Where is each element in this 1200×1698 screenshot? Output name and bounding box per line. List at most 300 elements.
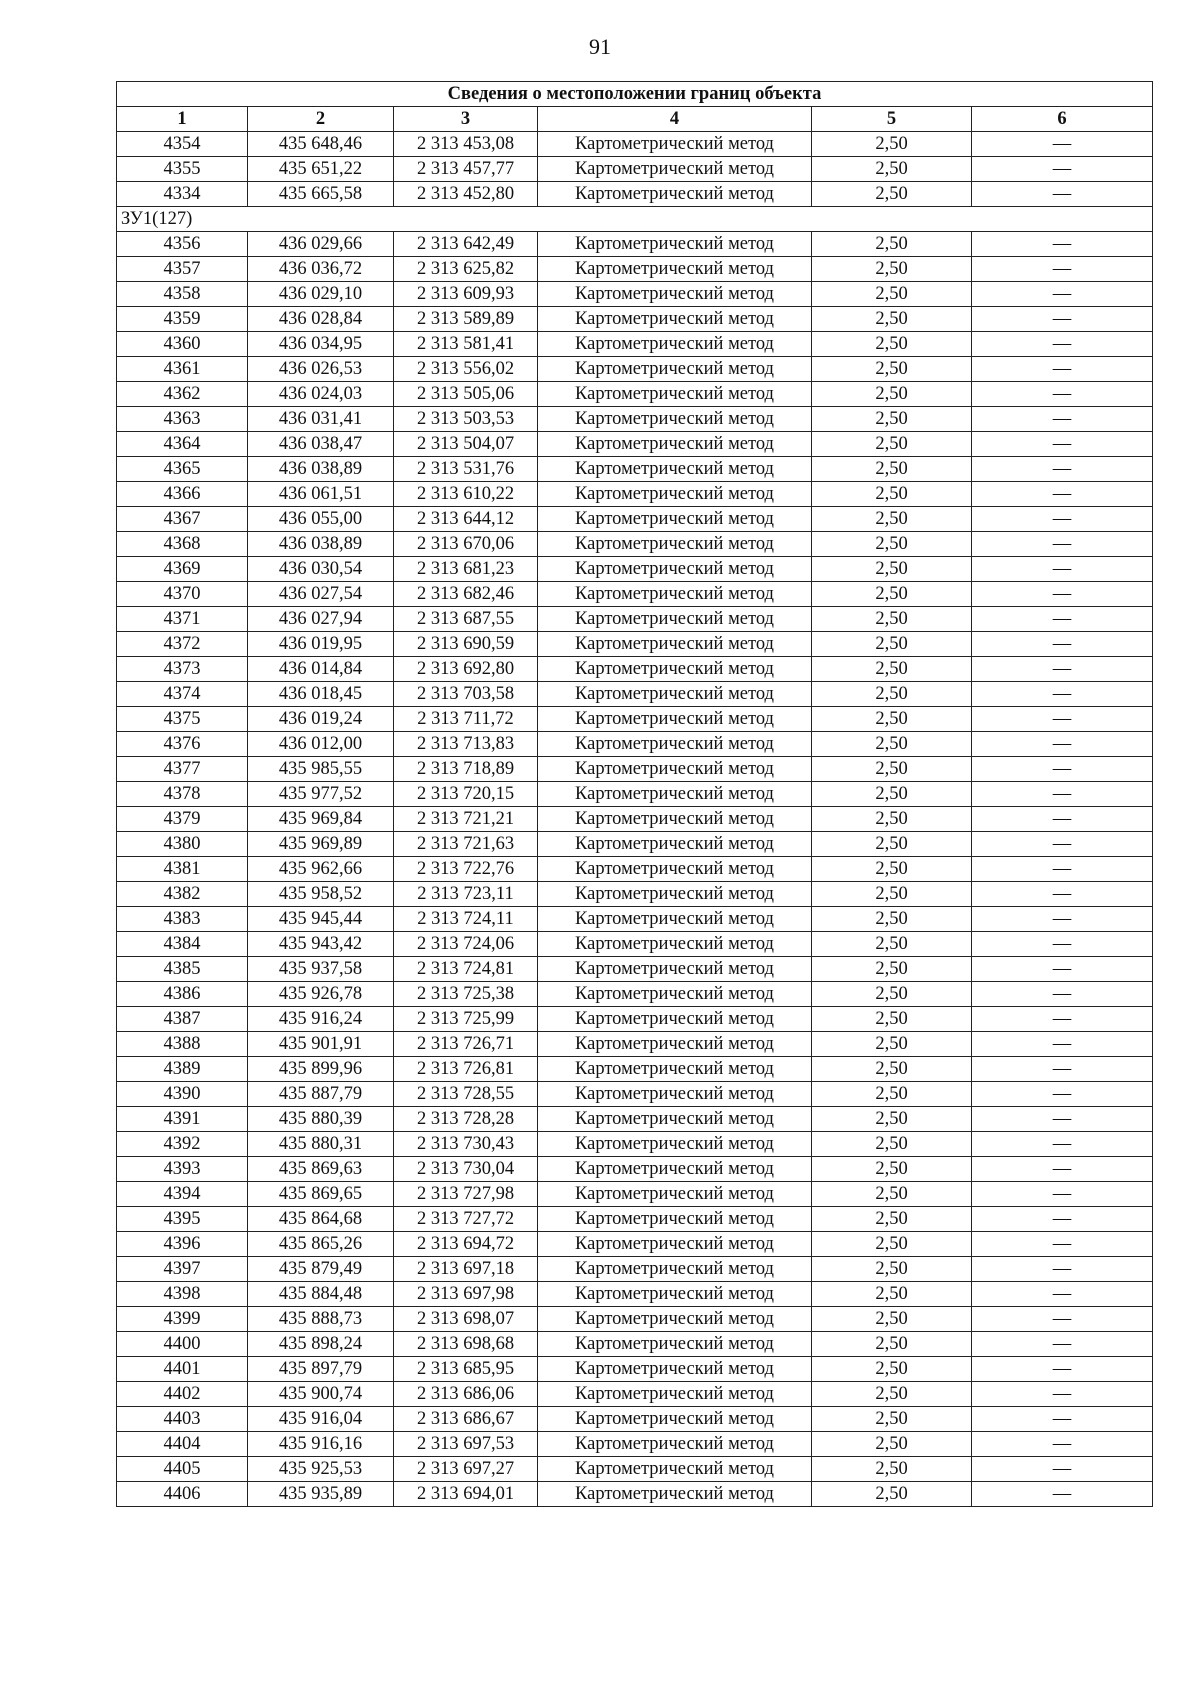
table-row [117,1432,1153,1457]
point-number-cell: 4397 [117,1257,248,1282]
accuracy-cell: 2,50 [812,507,972,532]
method-cell: Картометрический метод [538,782,812,807]
table-row [117,657,1153,682]
table-row [117,407,1153,432]
description-cell: — [972,732,1153,757]
y-coordinate-cell: 2 313 694,72 [394,1232,538,1257]
method-cell: Картометрический метод [538,332,812,357]
accuracy-cell: 2,50 [812,607,972,632]
table-row [117,1157,1153,1182]
description-cell: — [972,1182,1153,1207]
description-cell: — [972,807,1153,832]
method-cell: Картометрический метод [538,632,812,657]
table-row [117,882,1153,907]
method-cell: Картометрический метод [538,1257,812,1282]
method-cell: Картометрический метод [538,657,812,682]
column-header: 6 [972,107,1153,132]
point-number-cell: 4370 [117,582,248,607]
method-cell: Картометрический метод [538,707,812,732]
table-row [117,382,1153,407]
accuracy-cell: 2,50 [812,857,972,882]
method-cell: Картометрический метод [538,1032,812,1057]
description-cell: — [972,757,1153,782]
accuracy-cell: 2,50 [812,1307,972,1332]
point-number-cell: 4398 [117,1282,248,1307]
method-cell: Картометрический метод [538,932,812,957]
description-cell: — [972,157,1153,182]
accuracy-cell: 2,50 [812,1032,972,1057]
accuracy-cell: 2,50 [812,1182,972,1207]
point-number-cell: 4376 [117,732,248,757]
point-number-cell: 4362 [117,382,248,407]
method-cell: Картометрический метод [538,732,812,757]
x-coordinate-cell: 435 897,79 [248,1357,394,1382]
point-number-cell: 4375 [117,707,248,732]
y-coordinate-cell: 2 313 692,80 [394,657,538,682]
y-coordinate-cell: 2 313 686,67 [394,1407,538,1432]
description-cell: — [972,682,1153,707]
y-coordinate-cell: 2 313 504,07 [394,432,538,457]
method-cell: Картометрический метод [538,1357,812,1382]
y-coordinate-cell: 2 313 697,98 [394,1282,538,1307]
method-cell: Картометрический метод [538,1332,812,1357]
table-row [117,1407,1153,1432]
column-header: 5 [812,107,972,132]
x-coordinate-cell: 435 935,89 [248,1482,394,1507]
description-cell: — [972,1232,1153,1257]
method-cell: Картометрический метод [538,1182,812,1207]
x-coordinate-cell: 435 916,04 [248,1407,394,1432]
column-header: 4 [538,107,812,132]
method-cell: Картометрический метод [538,357,812,382]
y-coordinate-cell: 2 313 457,77 [394,157,538,182]
y-coordinate-cell: 2 313 670,06 [394,532,538,557]
method-cell: Картометрический метод [538,757,812,782]
table-row [117,182,1153,207]
y-coordinate-cell: 2 313 711,72 [394,707,538,732]
accuracy-cell: 2,50 [812,232,972,257]
x-coordinate-cell: 436 055,00 [248,507,394,532]
y-coordinate-cell: 2 313 697,27 [394,1457,538,1482]
point-number-cell: 4406 [117,1482,248,1507]
description-cell: — [972,282,1153,307]
table-row [117,482,1153,507]
y-coordinate-cell: 2 313 727,98 [394,1182,538,1207]
method-cell: Картометрический метод [538,1007,812,1032]
table-row [117,1032,1153,1057]
table-row [117,1382,1153,1407]
point-number-cell: 4369 [117,557,248,582]
section-row [117,207,1153,232]
accuracy-cell: 2,50 [812,482,972,507]
description-cell: — [972,882,1153,907]
x-coordinate-cell: 436 030,54 [248,557,394,582]
table-row [117,1307,1153,1332]
y-coordinate-cell: 2 313 720,15 [394,782,538,807]
description-cell: — [972,1207,1153,1232]
table-row [117,557,1153,582]
description-cell: — [972,132,1153,157]
description-cell: — [972,607,1153,632]
point-number-cell: 4364 [117,432,248,457]
table-row [117,1357,1153,1382]
accuracy-cell: 2,50 [812,432,972,457]
accuracy-cell: 2,50 [812,1332,972,1357]
y-coordinate-cell: 2 313 730,43 [394,1132,538,1157]
table-row [117,807,1153,832]
point-number-cell: 4357 [117,257,248,282]
description-cell: — [972,382,1153,407]
description-cell: — [972,582,1153,607]
accuracy-cell: 2,50 [812,1057,972,1082]
y-coordinate-cell: 2 313 686,06 [394,1382,538,1407]
table-row [117,732,1153,757]
y-coordinate-cell: 2 313 718,89 [394,757,538,782]
y-coordinate-cell: 2 313 682,46 [394,582,538,607]
point-number-cell: 4382 [117,882,248,907]
accuracy-cell: 2,50 [812,682,972,707]
point-number-cell: 4371 [117,607,248,632]
point-number-cell: 4400 [117,1332,248,1357]
method-cell: Картометрический метод [538,1382,812,1407]
table-row [117,632,1153,657]
point-number-cell: 4391 [117,1107,248,1132]
x-coordinate-cell: 436 029,10 [248,282,394,307]
description-cell: — [972,332,1153,357]
point-number-cell: 4379 [117,807,248,832]
method-cell: Картометрический метод [538,582,812,607]
point-number-cell: 4401 [117,1357,248,1382]
y-coordinate-cell: 2 313 531,76 [394,457,538,482]
method-cell: Картометрический метод [538,232,812,257]
table-title: Сведения о местоположении границ объекта [117,82,1153,107]
x-coordinate-cell: 435 901,91 [248,1032,394,1057]
x-coordinate-cell: 435 925,53 [248,1457,394,1482]
table-row [117,282,1153,307]
method-cell: Картометрический метод [538,807,812,832]
y-coordinate-cell: 2 313 722,76 [394,857,538,882]
y-coordinate-cell: 2 313 727,72 [394,1207,538,1232]
x-coordinate-cell: 435 898,24 [248,1332,394,1357]
y-coordinate-cell: 2 313 505,06 [394,382,538,407]
table-row [117,432,1153,457]
accuracy-cell: 2,50 [812,1157,972,1182]
accuracy-cell: 2,50 [812,882,972,907]
method-cell: Картометрический метод [538,257,812,282]
description-cell: — [972,632,1153,657]
y-coordinate-cell: 2 313 453,08 [394,132,538,157]
accuracy-cell: 2,50 [812,957,972,982]
column-header: 2 [248,107,394,132]
x-coordinate-cell: 435 869,63 [248,1157,394,1182]
y-coordinate-cell: 2 313 642,49 [394,232,538,257]
table-row [117,982,1153,1007]
method-cell: Картометрический метод [538,1232,812,1257]
y-coordinate-cell: 2 313 721,63 [394,832,538,857]
description-cell: — [972,1082,1153,1107]
x-coordinate-cell: 436 027,94 [248,607,394,632]
point-number-cell: 4389 [117,1057,248,1082]
table-row [117,932,1153,957]
description-cell: — [972,907,1153,932]
point-number-cell: 4356 [117,232,248,257]
y-coordinate-cell: 2 313 725,99 [394,1007,538,1032]
table-row [117,1232,1153,1257]
x-coordinate-cell: 435 937,58 [248,957,394,982]
method-cell: Картометрический метод [538,1457,812,1482]
method-cell: Картометрический метод [538,482,812,507]
accuracy-cell: 2,50 [812,932,972,957]
description-cell: — [972,457,1153,482]
accuracy-cell: 2,50 [812,1432,972,1457]
method-cell: Картометрический метод [538,1157,812,1182]
y-coordinate-cell: 2 313 724,11 [394,907,538,932]
method-cell: Картометрический метод [538,157,812,182]
table-row [117,682,1153,707]
table-row [117,1332,1153,1357]
point-number-cell: 4368 [117,532,248,557]
column-header-row [117,107,1153,132]
point-number-cell: 4365 [117,457,248,482]
point-number-cell: 4390 [117,1082,248,1107]
description-cell: — [972,1032,1153,1057]
x-coordinate-cell: 436 061,51 [248,482,394,507]
method-cell: Картометрический метод [538,1407,812,1432]
y-coordinate-cell: 2 313 721,21 [394,807,538,832]
description-cell: — [972,1132,1153,1157]
description-cell: — [972,1482,1153,1507]
x-coordinate-cell: 435 887,79 [248,1082,394,1107]
point-number-cell: 4405 [117,1457,248,1482]
description-cell: — [972,432,1153,457]
description-cell: — [972,407,1153,432]
table-row [117,1182,1153,1207]
method-cell: Картометрический метод [538,882,812,907]
table-row [117,1007,1153,1032]
point-number-cell: 4388 [117,1032,248,1057]
method-cell: Картометрический метод [538,507,812,532]
accuracy-cell: 2,50 [812,832,972,857]
point-number-cell: 4381 [117,857,248,882]
accuracy-cell: 2,50 [812,1482,972,1507]
description-cell: — [972,557,1153,582]
accuracy-cell: 2,50 [812,307,972,332]
x-coordinate-cell: 435 945,44 [248,907,394,932]
point-number-cell: 4404 [117,1432,248,1457]
table-row [117,957,1153,982]
point-number-cell: 4383 [117,907,248,932]
x-coordinate-cell: 436 024,03 [248,382,394,407]
point-number-cell: 4359 [117,307,248,332]
point-number-cell: 4394 [117,1182,248,1207]
method-cell: Картометрический метод [538,682,812,707]
x-coordinate-cell: 435 985,55 [248,757,394,782]
method-cell: Картометрический метод [538,532,812,557]
point-number-cell: 4374 [117,682,248,707]
accuracy-cell: 2,50 [812,707,972,732]
table-row [117,1082,1153,1107]
accuracy-cell: 2,50 [812,1207,972,1232]
description-cell: — [972,257,1153,282]
table-row [117,1107,1153,1132]
description-cell: — [972,1107,1153,1132]
x-coordinate-cell: 435 880,39 [248,1107,394,1132]
point-number-cell: 4354 [117,132,248,157]
y-coordinate-cell: 2 313 724,81 [394,957,538,982]
description-cell: — [972,357,1153,382]
accuracy-cell: 2,50 [812,1457,972,1482]
accuracy-cell: 2,50 [812,982,972,1007]
point-number-cell: 4387 [117,1007,248,1032]
y-coordinate-cell: 2 313 644,12 [394,507,538,532]
description-cell: — [972,1357,1153,1382]
description-cell: — [972,1457,1153,1482]
point-number-cell: 4367 [117,507,248,532]
x-coordinate-cell: 436 018,45 [248,682,394,707]
method-cell: Картометрический метод [538,1207,812,1232]
description-cell: — [972,1382,1153,1407]
point-number-cell: 4380 [117,832,248,857]
accuracy-cell: 2,50 [812,157,972,182]
method-cell: Картометрический метод [538,132,812,157]
accuracy-cell: 2,50 [812,132,972,157]
y-coordinate-cell: 2 313 725,38 [394,982,538,1007]
table-row [117,857,1153,882]
x-coordinate-cell: 436 019,95 [248,632,394,657]
point-number-cell: 4377 [117,757,248,782]
method-cell: Картометрический метод [538,957,812,982]
description-cell: — [972,832,1153,857]
table-row [117,707,1153,732]
accuracy-cell: 2,50 [812,657,972,682]
table-row [117,257,1153,282]
table-row [117,1132,1153,1157]
y-coordinate-cell: 2 313 697,18 [394,1257,538,1282]
y-coordinate-cell: 2 313 730,04 [394,1157,538,1182]
description-cell: — [972,1257,1153,1282]
method-cell: Картометрический метод [538,1107,812,1132]
accuracy-cell: 2,50 [812,1357,972,1382]
description-cell: — [972,1432,1153,1457]
x-coordinate-cell: 435 879,49 [248,1257,394,1282]
description-cell: — [972,1282,1153,1307]
description-cell: — [972,657,1153,682]
accuracy-cell: 2,50 [812,1257,972,1282]
accuracy-cell: 2,50 [812,1107,972,1132]
y-coordinate-cell: 2 313 556,02 [394,357,538,382]
point-number-cell: 4393 [117,1157,248,1182]
point-number-cell: 4373 [117,657,248,682]
x-coordinate-cell: 435 969,89 [248,832,394,857]
method-cell: Картометрический метод [538,857,812,882]
point-number-cell: 4402 [117,1382,248,1407]
table-body [117,132,1153,1507]
x-coordinate-cell: 436 038,89 [248,457,394,482]
x-coordinate-cell: 436 014,84 [248,657,394,682]
accuracy-cell: 2,50 [812,557,972,582]
table-row [117,1257,1153,1282]
x-coordinate-cell: 435 884,48 [248,1282,394,1307]
x-coordinate-cell: 435 651,22 [248,157,394,182]
accuracy-cell: 2,50 [812,332,972,357]
description-cell: — [972,1307,1153,1332]
x-coordinate-cell: 436 034,95 [248,332,394,357]
y-coordinate-cell: 2 313 723,11 [394,882,538,907]
point-number-cell: 4334 [117,182,248,207]
description-cell: — [972,1157,1153,1182]
point-number-cell: 4395 [117,1207,248,1232]
description-cell: — [972,1007,1153,1032]
description-cell: — [972,307,1153,332]
accuracy-cell: 2,50 [812,1132,972,1157]
x-coordinate-cell: 435 869,65 [248,1182,394,1207]
point-number-cell: 4386 [117,982,248,1007]
x-coordinate-cell: 436 031,41 [248,407,394,432]
method-cell: Картометрический метод [538,1307,812,1332]
description-cell: — [972,857,1153,882]
column-header: 1 [117,107,248,132]
description-cell: — [972,932,1153,957]
table-row [117,1457,1153,1482]
point-number-cell: 4396 [117,1232,248,1257]
page-number: 91 [589,34,611,59]
y-coordinate-cell: 2 313 625,82 [394,257,538,282]
y-coordinate-cell: 2 313 452,80 [394,182,538,207]
table-row [117,457,1153,482]
accuracy-cell: 2,50 [812,1007,972,1032]
accuracy-cell: 2,50 [812,582,972,607]
description-cell: — [972,782,1153,807]
x-coordinate-cell: 435 900,74 [248,1382,394,1407]
x-coordinate-cell: 435 977,52 [248,782,394,807]
table-row [117,607,1153,632]
accuracy-cell: 2,50 [812,1407,972,1432]
table-row [117,832,1153,857]
method-cell: Картометрический метод [538,282,812,307]
method-cell: Картометрический метод [538,407,812,432]
accuracy-cell: 2,50 [812,757,972,782]
method-cell: Картометрический метод [538,907,812,932]
accuracy-cell: 2,50 [812,1282,972,1307]
description-cell: — [972,957,1153,982]
y-coordinate-cell: 2 313 609,93 [394,282,538,307]
accuracy-cell: 2,50 [812,532,972,557]
x-coordinate-cell: 436 028,84 [248,307,394,332]
y-coordinate-cell: 2 313 713,83 [394,732,538,757]
accuracy-cell: 2,50 [812,632,972,657]
y-coordinate-cell: 2 313 703,58 [394,682,538,707]
x-coordinate-cell: 435 969,84 [248,807,394,832]
y-coordinate-cell: 2 313 726,81 [394,1057,538,1082]
description-cell: — [972,982,1153,1007]
y-coordinate-cell: 2 313 610,22 [394,482,538,507]
table-row [117,532,1153,557]
method-cell: Картометрический метод [538,607,812,632]
y-coordinate-cell: 2 313 681,23 [394,557,538,582]
boundary-coordinates-table [116,81,1153,1507]
method-cell: Картометрический метод [538,982,812,1007]
method-cell: Картометрический метод [538,1282,812,1307]
x-coordinate-cell: 435 880,31 [248,1132,394,1157]
x-coordinate-cell: 435 943,42 [248,932,394,957]
x-coordinate-cell: 436 029,66 [248,232,394,257]
x-coordinate-cell: 436 038,47 [248,432,394,457]
table-row [117,1482,1153,1507]
y-coordinate-cell: 2 313 690,59 [394,632,538,657]
x-coordinate-cell: 435 865,26 [248,1232,394,1257]
table-title-row [117,82,1153,107]
x-coordinate-cell: 436 036,72 [248,257,394,282]
